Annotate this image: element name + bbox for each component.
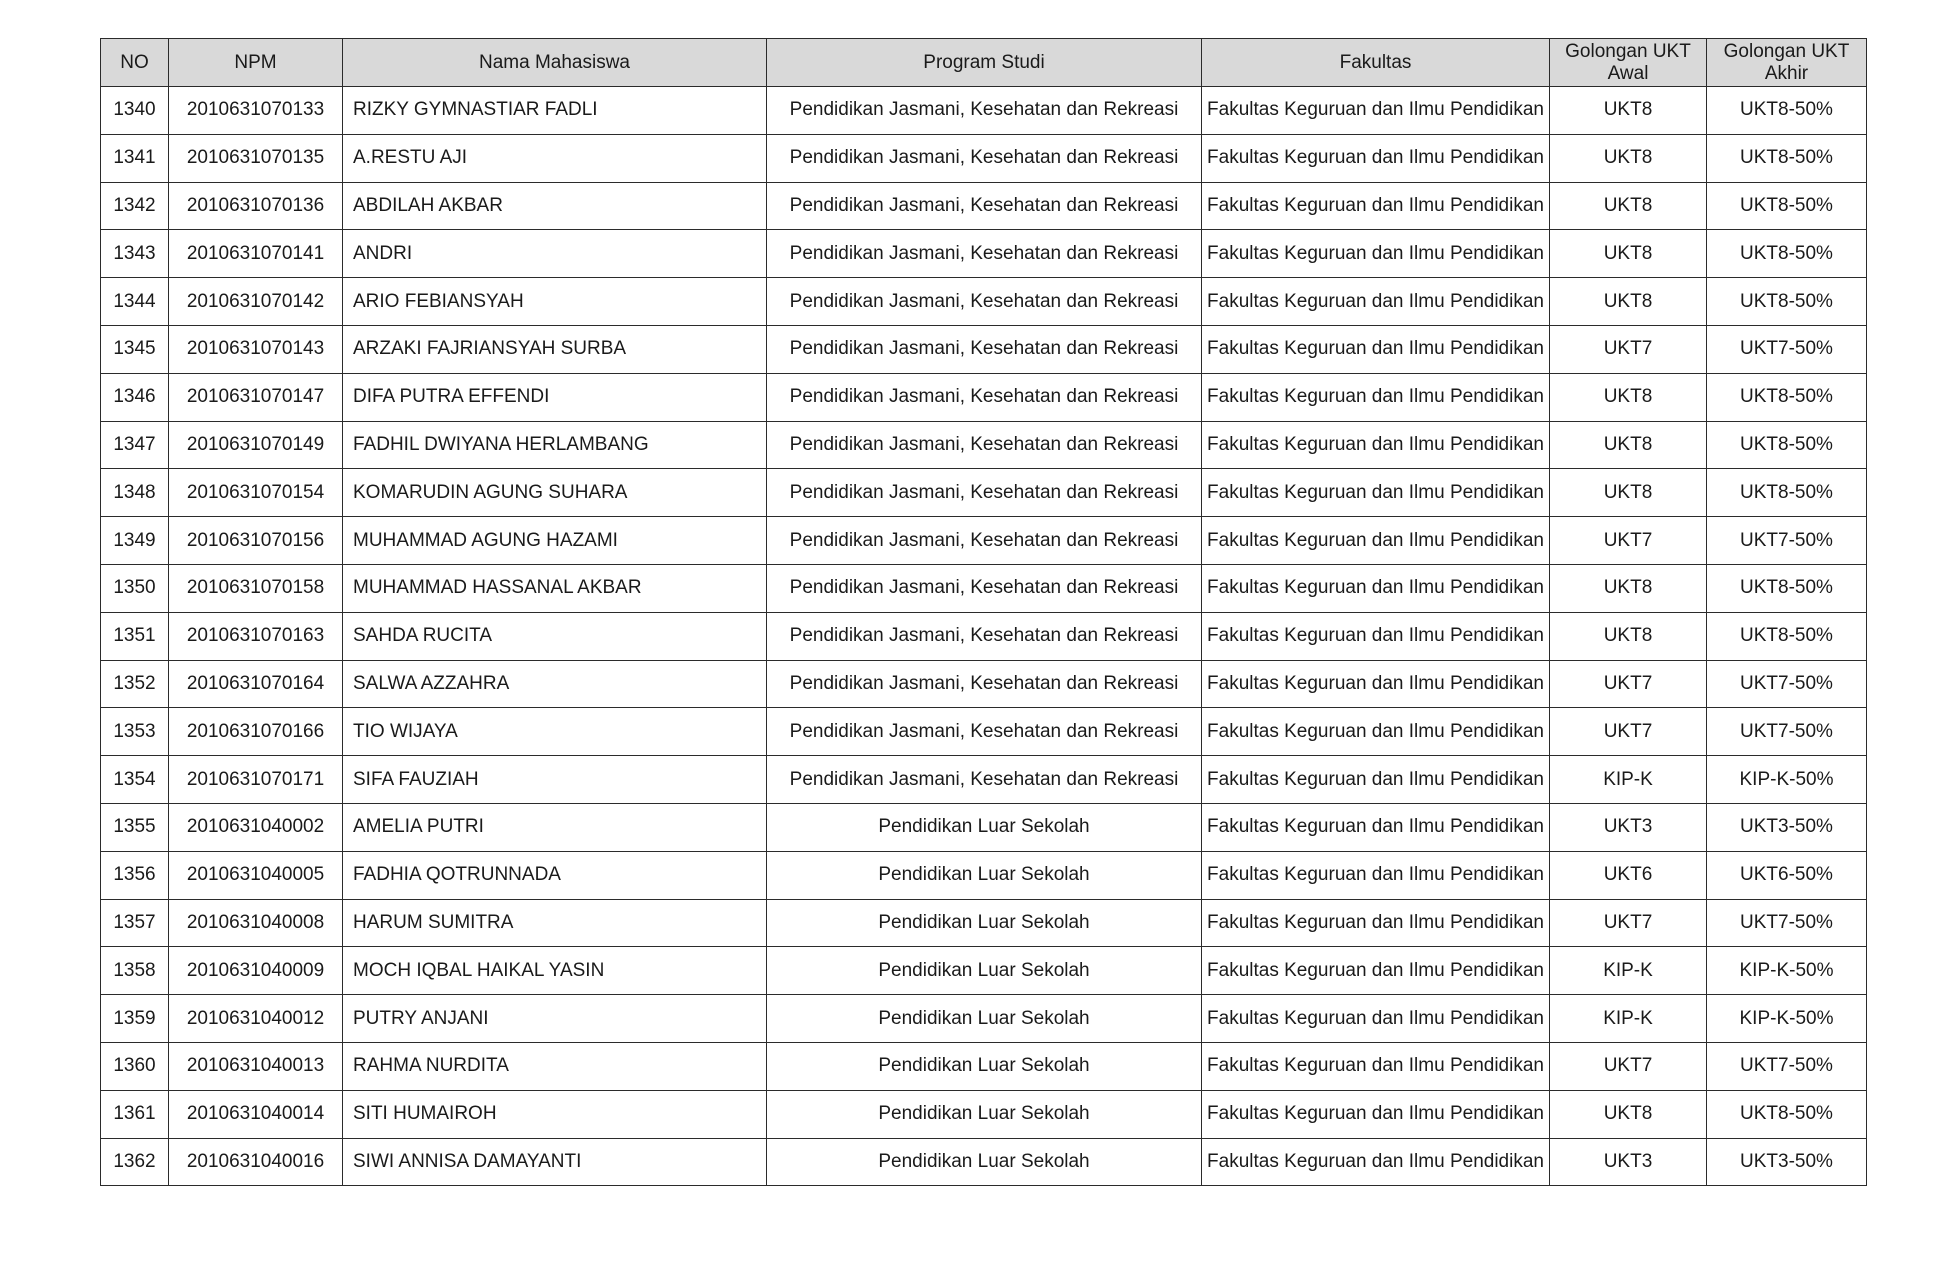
cell-golongan-akhir: UKT3-50% bbox=[1707, 803, 1867, 851]
cell-nama: FADHIA QOTRUNNADA bbox=[343, 851, 767, 899]
cell-golongan-awal: UKT7 bbox=[1550, 325, 1707, 373]
cell-golongan-awal: UKT8 bbox=[1550, 278, 1707, 326]
table-row bbox=[101, 1090, 1867, 1138]
cell-nama: RAHMA NURDITA bbox=[343, 1042, 767, 1090]
cell-golongan-akhir: UKT3-50% bbox=[1707, 1138, 1867, 1186]
cell-program-studi: Pendidikan Jasmani, Kesehatan dan Rekreasi bbox=[767, 612, 1202, 660]
cell-npm: 2010631070163 bbox=[169, 612, 343, 660]
cell-no: 1356 bbox=[101, 851, 169, 899]
cell-program-studi: Pendidikan Luar Sekolah bbox=[767, 803, 1202, 851]
cell-fakultas: Fakultas Keguruan dan Ilmu Pendidikan bbox=[1202, 278, 1550, 326]
table-row bbox=[101, 947, 1867, 995]
cell-npm: 2010631040008 bbox=[169, 899, 343, 947]
cell-npm: 2010631070133 bbox=[169, 87, 343, 135]
cell-fakultas: Fakultas Keguruan dan Ilmu Pendidikan bbox=[1202, 421, 1550, 469]
cell-golongan-akhir: UKT8-50% bbox=[1707, 134, 1867, 182]
cell-nama: SIFA FAUZIAH bbox=[343, 756, 767, 804]
cell-program-studi: Pendidikan Jasmani, Kesehatan dan Rekreasi bbox=[767, 325, 1202, 373]
cell-npm: 2010631040005 bbox=[169, 851, 343, 899]
cell-nama: SIWI ANNISA DAMAYANTI bbox=[343, 1138, 767, 1186]
cell-no: 1349 bbox=[101, 517, 169, 565]
ukt-table bbox=[100, 38, 1867, 1186]
cell-fakultas: Fakultas Keguruan dan Ilmu Pendidikan bbox=[1202, 708, 1550, 756]
cell-golongan-awal: KIP-K bbox=[1550, 947, 1707, 995]
cell-program-studi: Pendidikan Jasmani, Kesehatan dan Rekreasi bbox=[767, 756, 1202, 804]
cell-golongan-akhir: UKT6-50% bbox=[1707, 851, 1867, 899]
cell-nama: ARZAKI FAJRIANSYAH SURBA bbox=[343, 325, 767, 373]
cell-fakultas: Fakultas Keguruan dan Ilmu Pendidikan bbox=[1202, 230, 1550, 278]
cell-no: 1353 bbox=[101, 708, 169, 756]
cell-program-studi: Pendidikan Luar Sekolah bbox=[767, 1042, 1202, 1090]
cell-program-studi: Pendidikan Jasmani, Kesehatan dan Rekreasi bbox=[767, 278, 1202, 326]
cell-golongan-awal: UKT8 bbox=[1550, 612, 1707, 660]
cell-fakultas: Fakultas Keguruan dan Ilmu Pendidikan bbox=[1202, 87, 1550, 135]
cell-npm: 2010631040009 bbox=[169, 947, 343, 995]
table-row bbox=[101, 87, 1867, 135]
table-row bbox=[101, 803, 1867, 851]
cell-golongan-awal: UKT3 bbox=[1550, 803, 1707, 851]
table-row bbox=[101, 182, 1867, 230]
cell-program-studi: Pendidikan Jasmani, Kesehatan dan Rekreasi bbox=[767, 230, 1202, 278]
table-row bbox=[101, 708, 1867, 756]
cell-golongan-awal: UKT7 bbox=[1550, 1042, 1707, 1090]
cell-fakultas: Fakultas Keguruan dan Ilmu Pendidikan bbox=[1202, 373, 1550, 421]
header-row bbox=[101, 39, 1867, 87]
cell-no: 1351 bbox=[101, 612, 169, 660]
table-row bbox=[101, 373, 1867, 421]
cell-program-studi: Pendidikan Jasmani, Kesehatan dan Rekreasi bbox=[767, 373, 1202, 421]
cell-fakultas: Fakultas Keguruan dan Ilmu Pendidikan bbox=[1202, 1138, 1550, 1186]
cell-no: 1354 bbox=[101, 756, 169, 804]
header-fakultas: Fakultas bbox=[1202, 39, 1550, 87]
cell-fakultas: Fakultas Keguruan dan Ilmu Pendidikan bbox=[1202, 325, 1550, 373]
cell-golongan-awal: UKT7 bbox=[1550, 899, 1707, 947]
cell-golongan-akhir: UKT8-50% bbox=[1707, 278, 1867, 326]
cell-fakultas: Fakultas Keguruan dan Ilmu Pendidikan bbox=[1202, 469, 1550, 517]
cell-no: 1361 bbox=[101, 1090, 169, 1138]
cell-golongan-akhir: UKT7-50% bbox=[1707, 708, 1867, 756]
cell-golongan-akhir: UKT8-50% bbox=[1707, 182, 1867, 230]
cell-golongan-awal: UKT7 bbox=[1550, 708, 1707, 756]
cell-program-studi: Pendidikan Jasmani, Kesehatan dan Rekreasi bbox=[767, 421, 1202, 469]
cell-program-studi: Pendidikan Jasmani, Kesehatan dan Rekreasi bbox=[767, 517, 1202, 565]
cell-fakultas: Fakultas Keguruan dan Ilmu Pendidikan bbox=[1202, 517, 1550, 565]
cell-fakultas: Fakultas Keguruan dan Ilmu Pendidikan bbox=[1202, 182, 1550, 230]
table-row bbox=[101, 517, 1867, 565]
cell-npm: 2010631070154 bbox=[169, 469, 343, 517]
cell-nama: MOCH IQBAL HAIKAL YASIN bbox=[343, 947, 767, 995]
cell-no: 1347 bbox=[101, 421, 169, 469]
cell-program-studi: Pendidikan Jasmani, Kesehatan dan Rekreasi bbox=[767, 660, 1202, 708]
cell-nama: AMELIA PUTRI bbox=[343, 803, 767, 851]
header-program-studi: Program Studi bbox=[767, 39, 1202, 87]
cell-program-studi: Pendidikan Jasmani, Kesehatan dan Rekreasi bbox=[767, 182, 1202, 230]
cell-npm: 2010631040012 bbox=[169, 995, 343, 1043]
cell-no: 1360 bbox=[101, 1042, 169, 1090]
cell-golongan-awal: UKT8 bbox=[1550, 564, 1707, 612]
document-page bbox=[100, 38, 1867, 1186]
cell-golongan-awal: UKT7 bbox=[1550, 517, 1707, 565]
cell-no: 1341 bbox=[101, 134, 169, 182]
cell-fakultas: Fakultas Keguruan dan Ilmu Pendidikan bbox=[1202, 134, 1550, 182]
cell-no: 1340 bbox=[101, 87, 169, 135]
cell-golongan-awal: UKT8 bbox=[1550, 373, 1707, 421]
cell-golongan-awal: KIP-K bbox=[1550, 756, 1707, 804]
cell-nama: DIFA PUTRA EFFENDI bbox=[343, 373, 767, 421]
table-row bbox=[101, 1042, 1867, 1090]
cell-golongan-akhir: KIP-K-50% bbox=[1707, 756, 1867, 804]
cell-program-studi: Pendidikan Luar Sekolah bbox=[767, 947, 1202, 995]
cell-npm: 2010631070156 bbox=[169, 517, 343, 565]
table-row bbox=[101, 469, 1867, 517]
cell-golongan-awal: UKT8 bbox=[1550, 87, 1707, 135]
cell-nama: A.RESTU AJI bbox=[343, 134, 767, 182]
cell-nama: MUHAMMAD AGUNG HAZAMI bbox=[343, 517, 767, 565]
cell-npm: 2010631070136 bbox=[169, 182, 343, 230]
cell-npm: 2010631070149 bbox=[169, 421, 343, 469]
table-row bbox=[101, 995, 1867, 1043]
cell-npm: 2010631070147 bbox=[169, 373, 343, 421]
cell-npm: 2010631070143 bbox=[169, 325, 343, 373]
header-golongan-awal: Golongan UKT Awal bbox=[1550, 39, 1707, 87]
cell-fakultas: Fakultas Keguruan dan Ilmu Pendidikan bbox=[1202, 1042, 1550, 1090]
table-row bbox=[101, 564, 1867, 612]
cell-npm: 2010631070142 bbox=[169, 278, 343, 326]
cell-npm: 2010631070164 bbox=[169, 660, 343, 708]
cell-npm: 2010631070135 bbox=[169, 134, 343, 182]
table-body bbox=[101, 87, 1867, 1186]
cell-golongan-akhir: UKT8-50% bbox=[1707, 469, 1867, 517]
cell-nama: KOMARUDIN AGUNG SUHARA bbox=[343, 469, 767, 517]
cell-no: 1352 bbox=[101, 660, 169, 708]
table-header bbox=[101, 39, 1867, 87]
cell-fakultas: Fakultas Keguruan dan Ilmu Pendidikan bbox=[1202, 756, 1550, 804]
cell-golongan-awal: UKT7 bbox=[1550, 660, 1707, 708]
cell-golongan-awal: UKT8 bbox=[1550, 1090, 1707, 1138]
header-golongan-akhir: Golongan UKT Akhir bbox=[1707, 39, 1867, 87]
cell-golongan-awal: KIP-K bbox=[1550, 995, 1707, 1043]
cell-no: 1359 bbox=[101, 995, 169, 1043]
table-row bbox=[101, 421, 1867, 469]
cell-no: 1343 bbox=[101, 230, 169, 278]
cell-no: 1344 bbox=[101, 278, 169, 326]
cell-nama: SITI HUMAIROH bbox=[343, 1090, 767, 1138]
table-row bbox=[101, 899, 1867, 947]
cell-golongan-akhir: UKT7-50% bbox=[1707, 660, 1867, 708]
cell-no: 1345 bbox=[101, 325, 169, 373]
cell-nama: ARIO FEBIANSYAH bbox=[343, 278, 767, 326]
cell-npm: 2010631040014 bbox=[169, 1090, 343, 1138]
cell-npm: 2010631070166 bbox=[169, 708, 343, 756]
cell-npm: 2010631070141 bbox=[169, 230, 343, 278]
cell-golongan-awal: UKT8 bbox=[1550, 421, 1707, 469]
cell-golongan-awal: UKT8 bbox=[1550, 182, 1707, 230]
cell-npm: 2010631040013 bbox=[169, 1042, 343, 1090]
cell-golongan-akhir: KIP-K-50% bbox=[1707, 947, 1867, 995]
cell-nama: ABDILAH AKBAR bbox=[343, 182, 767, 230]
cell-no: 1358 bbox=[101, 947, 169, 995]
cell-fakultas: Fakultas Keguruan dan Ilmu Pendidikan bbox=[1202, 899, 1550, 947]
cell-golongan-akhir: UKT7-50% bbox=[1707, 517, 1867, 565]
cell-golongan-akhir: UKT7-50% bbox=[1707, 1042, 1867, 1090]
cell-program-studi: Pendidikan Luar Sekolah bbox=[767, 851, 1202, 899]
cell-golongan-awal: UKT6 bbox=[1550, 851, 1707, 899]
cell-golongan-akhir: UKT7-50% bbox=[1707, 899, 1867, 947]
cell-golongan-akhir: UKT8-50% bbox=[1707, 1090, 1867, 1138]
cell-fakultas: Fakultas Keguruan dan Ilmu Pendidikan bbox=[1202, 660, 1550, 708]
cell-nama: RIZKY GYMNASTIAR FADLI bbox=[343, 87, 767, 135]
cell-fakultas: Fakultas Keguruan dan Ilmu Pendidikan bbox=[1202, 851, 1550, 899]
cell-golongan-akhir: UKT8-50% bbox=[1707, 87, 1867, 135]
cell-program-studi: Pendidikan Jasmani, Kesehatan dan Rekreasi bbox=[767, 564, 1202, 612]
cell-no: 1362 bbox=[101, 1138, 169, 1186]
header-nama: Nama Mahasiswa bbox=[343, 39, 767, 87]
cell-program-studi: Pendidikan Luar Sekolah bbox=[767, 1090, 1202, 1138]
header-no: NO bbox=[101, 39, 169, 87]
cell-no: 1346 bbox=[101, 373, 169, 421]
cell-npm: 2010631040016 bbox=[169, 1138, 343, 1186]
cell-fakultas: Fakultas Keguruan dan Ilmu Pendidikan bbox=[1202, 1090, 1550, 1138]
table-row bbox=[101, 230, 1867, 278]
cell-fakultas: Fakultas Keguruan dan Ilmu Pendidikan bbox=[1202, 564, 1550, 612]
cell-golongan-akhir: UKT8-50% bbox=[1707, 564, 1867, 612]
cell-golongan-akhir: UKT8-50% bbox=[1707, 421, 1867, 469]
cell-program-studi: Pendidikan Jasmani, Kesehatan dan Rekreasi bbox=[767, 708, 1202, 756]
cell-program-studi: Pendidikan Luar Sekolah bbox=[767, 1138, 1202, 1186]
cell-fakultas: Fakultas Keguruan dan Ilmu Pendidikan bbox=[1202, 947, 1550, 995]
cell-golongan-akhir: UKT8-50% bbox=[1707, 373, 1867, 421]
cell-program-studi: Pendidikan Jasmani, Kesehatan dan Rekreasi bbox=[767, 87, 1202, 135]
cell-no: 1348 bbox=[101, 469, 169, 517]
cell-golongan-awal: UKT3 bbox=[1550, 1138, 1707, 1186]
cell-program-studi: Pendidikan Jasmani, Kesehatan dan Rekreasi bbox=[767, 469, 1202, 517]
header-npm: NPM bbox=[169, 39, 343, 87]
cell-golongan-awal: UKT8 bbox=[1550, 134, 1707, 182]
cell-nama: SALWA AZZAHRA bbox=[343, 660, 767, 708]
cell-golongan-akhir: UKT8-50% bbox=[1707, 612, 1867, 660]
table-row bbox=[101, 851, 1867, 899]
cell-nama: ANDRI bbox=[343, 230, 767, 278]
cell-nama: HARUM SUMITRA bbox=[343, 899, 767, 947]
table-row bbox=[101, 134, 1867, 182]
cell-nama: PUTRY ANJANI bbox=[343, 995, 767, 1043]
cell-golongan-akhir: KIP-K-50% bbox=[1707, 995, 1867, 1043]
cell-golongan-akhir: UKT8-50% bbox=[1707, 230, 1867, 278]
cell-golongan-akhir: UKT7-50% bbox=[1707, 325, 1867, 373]
cell-no: 1350 bbox=[101, 564, 169, 612]
table-row bbox=[101, 756, 1867, 804]
table-row bbox=[101, 325, 1867, 373]
cell-npm: 2010631070158 bbox=[169, 564, 343, 612]
cell-nama: FADHIL DWIYANA HERLAMBANG bbox=[343, 421, 767, 469]
cell-no: 1357 bbox=[101, 899, 169, 947]
cell-program-studi: Pendidikan Luar Sekolah bbox=[767, 899, 1202, 947]
cell-program-studi: Pendidikan Luar Sekolah bbox=[767, 995, 1202, 1043]
cell-golongan-awal: UKT8 bbox=[1550, 469, 1707, 517]
table-row bbox=[101, 660, 1867, 708]
cell-golongan-awal: UKT8 bbox=[1550, 230, 1707, 278]
cell-nama: MUHAMMAD HASSANAL AKBAR bbox=[343, 564, 767, 612]
cell-nama: TIO WIJAYA bbox=[343, 708, 767, 756]
table-row bbox=[101, 612, 1867, 660]
cell-no: 1355 bbox=[101, 803, 169, 851]
cell-fakultas: Fakultas Keguruan dan Ilmu Pendidikan bbox=[1202, 803, 1550, 851]
cell-fakultas: Fakultas Keguruan dan Ilmu Pendidikan bbox=[1202, 612, 1550, 660]
table-row bbox=[101, 1138, 1867, 1186]
cell-program-studi: Pendidikan Jasmani, Kesehatan dan Rekreasi bbox=[767, 134, 1202, 182]
cell-npm: 2010631070171 bbox=[169, 756, 343, 804]
table-row bbox=[101, 278, 1867, 326]
cell-fakultas: Fakultas Keguruan dan Ilmu Pendidikan bbox=[1202, 995, 1550, 1043]
cell-no: 1342 bbox=[101, 182, 169, 230]
cell-nama: SAHDA RUCITA bbox=[343, 612, 767, 660]
cell-npm: 2010631040002 bbox=[169, 803, 343, 851]
